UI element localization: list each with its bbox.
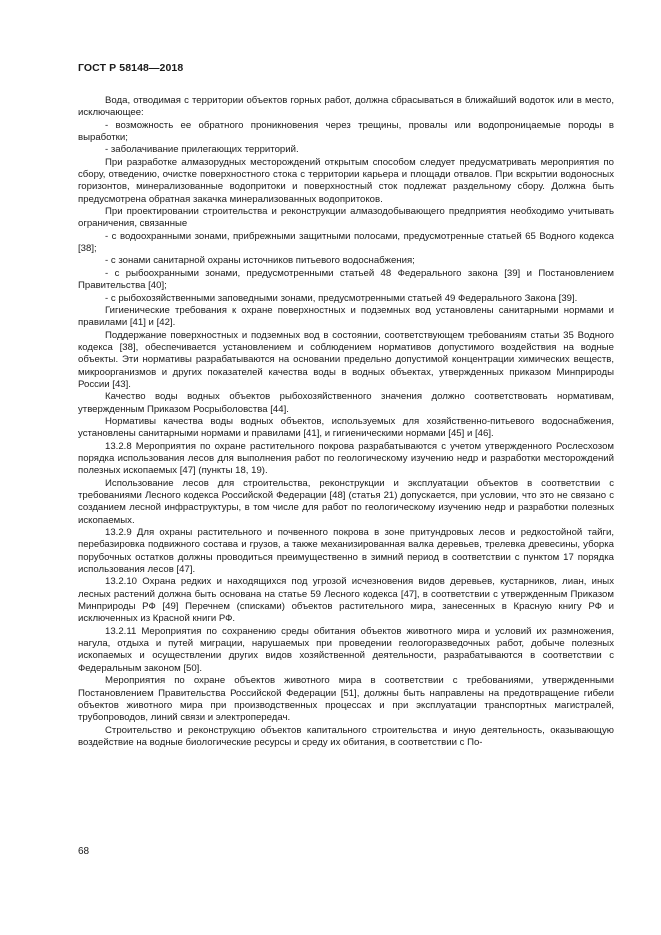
paragraph: - заболачивание прилегающих территорий. bbox=[105, 144, 299, 156]
paragraph: Гигиенические требования к охране поверхностных и подземных вод установлены санитарными нормами и правилами [41] и [42]. bbox=[78, 304, 614, 329]
paragraph: При проектировании строительства и реконструкции алмазодобывающего предприятия необходимо учитывать ограничения, связанные bbox=[78, 206, 614, 230]
paragraph: При разработке алмазорудных месторождений открытым способом следует предусматривать мероприятия по сбору, отведению, очистке поверхностного стока с территории карьера и площади отвалов. При вскрытии водоносных горизонтов, минерализованные водопритоки и поверхностный сток подлежат раздельному сбору. Должна быть предусмотрена обратная закачка минерализованных водопритоков. bbox=[78, 156, 614, 205]
paragraph: Мероприятия по охране объектов животного мира в соответствии с требованиями, утвержденными Постановлением Правительства Российской Федерации [51], должны быть направлены на предотвращение гибели объектов животного мира при производственных процессах и при эксплуатации транспортных магистралей, трубопроводов, линий связи и электропередач. bbox=[78, 675, 614, 724]
paragraph: 13.2.8 Мероприятия по охране растительного покрова разрабатываются с учетом утвержденного Рослесхозом порядка использования лесов для выполнения работ по геологическому изучению недр и разработки месторождений полезных ископаемых [47] (пункты 18, 19). bbox=[78, 440, 614, 477]
page-number: 68 bbox=[78, 846, 90, 857]
paragraph: 13.2.10 Охрана редких и находящихся под угрозой исчезновения видов деревьев, кустарников, лиан, иных лесных растений должна быть основана на статье 59 Лесного кодекса [47], в соответствии с утвержденным Приказом Минприроды РФ [49] Перечнем (списками) объектов растительного мира, занесенных в Красную книгу РФ и исключенных из Красной книги РФ. bbox=[78, 576, 614, 625]
paragraph: - с рыбохозяйственными заповедными зонами, предусмотренными статьей 49 Федерального Закона [39]. bbox=[105, 292, 578, 304]
paragraph: Вода, отводимая с территории объектов горных работ, должна сбрасываться в ближайший водоток или в место, исключающее: bbox=[78, 95, 614, 119]
document-header: ГОСТ Р 58148—2018 bbox=[78, 62, 184, 74]
paragraph: Использование лесов для строительства, реконструкции и эксплуатации объектов в соответствии с требованиями Лесного кодекса Российской Федерации [48] (статья 21) допускается, при условии, что это не связано с созданием лесной инфраструктуры, в том числе для работ по геологическому изучению недр и разработки полезных ископаемых. bbox=[78, 477, 614, 526]
paragraph: 13.2.11 Мероприятия по сохранению среды обитания объектов животного мира и условий их размножения, нагула, отдыха и путей миграции, нарушаемых при проведении геологоразведочных работ, добыче полезных ископаемых и осуществлении других видов хозяйственной деятельности, разрабатываются в соответствии с Федеральным законом [50]. bbox=[78, 625, 614, 674]
paragraph: - с зонами санитарной охраны источников питьевого водоснабжения; bbox=[105, 255, 415, 267]
body-text bbox=[78, 95, 614, 749]
paragraph: - с водоохранными зонами, прибрежными защитными полосами, предусмотренные статьей 65 Водного кодекса [38]; bbox=[78, 230, 614, 255]
paragraph: Качество воды водных объектов рыбохозяйственного значения должно соответствовать нормативам, утвержденным Приказом Росрыболовства [44]. bbox=[78, 391, 614, 415]
paragraph: - возможность ее обратного проникновения через трещины, провалы или водопроницаемые породы в выработки; bbox=[78, 119, 614, 144]
paragraph: Поддержание поверхностных и подземных вод в состоянии, соответствующем требованиям статьи 35 Водного кодекса [38], обеспечивается установлением и соблюдением нормативов допустимого воздействия на водные объекты. Эти нормативы разрабатываются на основании предельно допустимой концентрации химических веществ, микроорганизмов и других показателей качества воды в водных объектах, утвержденных приказом Минприроды России [43]. bbox=[78, 329, 614, 390]
paragraph: 13.2.9 Для охраны растительного и почвенного покрова в зоне притундровых лесов и редкостойной тайги, перебазировка подвижного состава и грузов, а также механизированная валка деревьев, трелевка древесины, уборка порубочных остатков должны проводиться преимущественно в зимний период в соответствии с пунктом 17 порядка использования лесов [47]. bbox=[78, 527, 614, 576]
paragraph: Строительство и реконструкцию объектов капитального строительства и иную деятельность, оказывающую воздействие на водные биологические ресурсы и среду их обитания, в соответствии с По- bbox=[78, 724, 614, 748]
paragraph: Нормативы качества воды водных объектов, используемых для хозяйственно-питьевого водоснабжения, установлены санитарными нормами и правилами [41], и гигиеническими нормами [45] и [46]. bbox=[78, 415, 614, 440]
paragraph: - с рыбоохранными зонами, предусмотренными статьей 48 Федерального закона [39] и Постановлением Правительства [40]; bbox=[78, 267, 614, 292]
